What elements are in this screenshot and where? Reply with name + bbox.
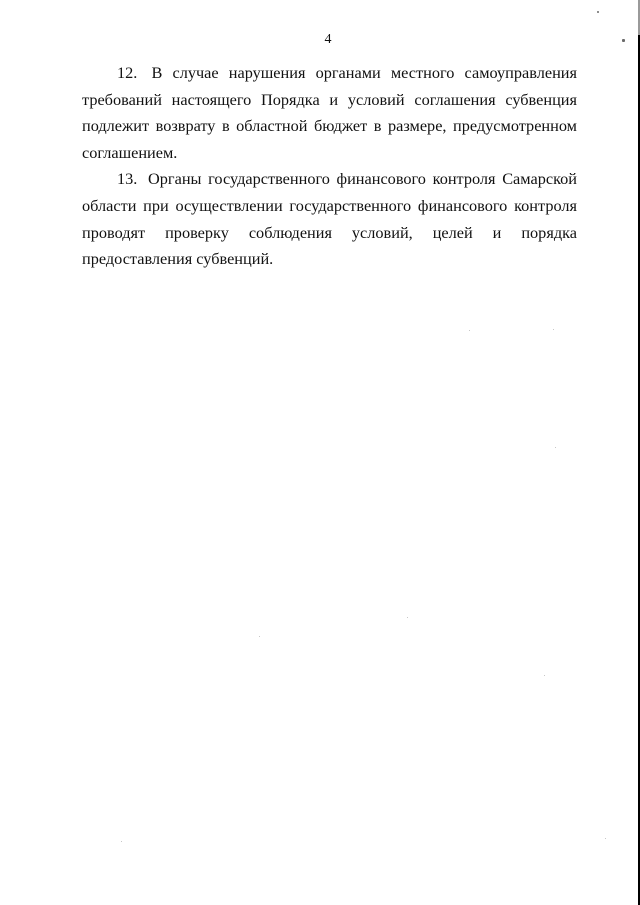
paragraph-text: Органы государственного финансового контроля Самарской области при осуществлении государственного финансового контроля проводят проверку соблюдения условий, целей и порядка предоставления субвенций. bbox=[82, 169, 578, 269]
paragraph-number: 12. bbox=[117, 63, 138, 82]
scan-speck bbox=[544, 675, 545, 676]
page-number: 4 bbox=[324, 32, 332, 47]
scan-speck bbox=[553, 329, 554, 330]
document-body bbox=[82, 60, 577, 273]
scan-speck bbox=[555, 447, 556, 448]
paragraph-12 bbox=[82, 60, 577, 166]
paragraph-number: 13. bbox=[117, 169, 138, 189]
scan-speck bbox=[121, 841, 122, 842]
paragraph-13 bbox=[82, 166, 577, 272]
scan-speck bbox=[622, 39, 625, 42]
scan-speck bbox=[597, 11, 599, 13]
paragraph-text: В случае нарушения органами местного самоуправления требований настоящего Порядка и условий соглашения субвенция подлежит возврату в областной бюджет в размере, предусмотренном соглашением. bbox=[82, 63, 577, 162]
scan-speck bbox=[605, 838, 606, 839]
scan-speck bbox=[469, 330, 470, 331]
scan-speck bbox=[259, 636, 260, 637]
scan-speck bbox=[407, 617, 408, 618]
